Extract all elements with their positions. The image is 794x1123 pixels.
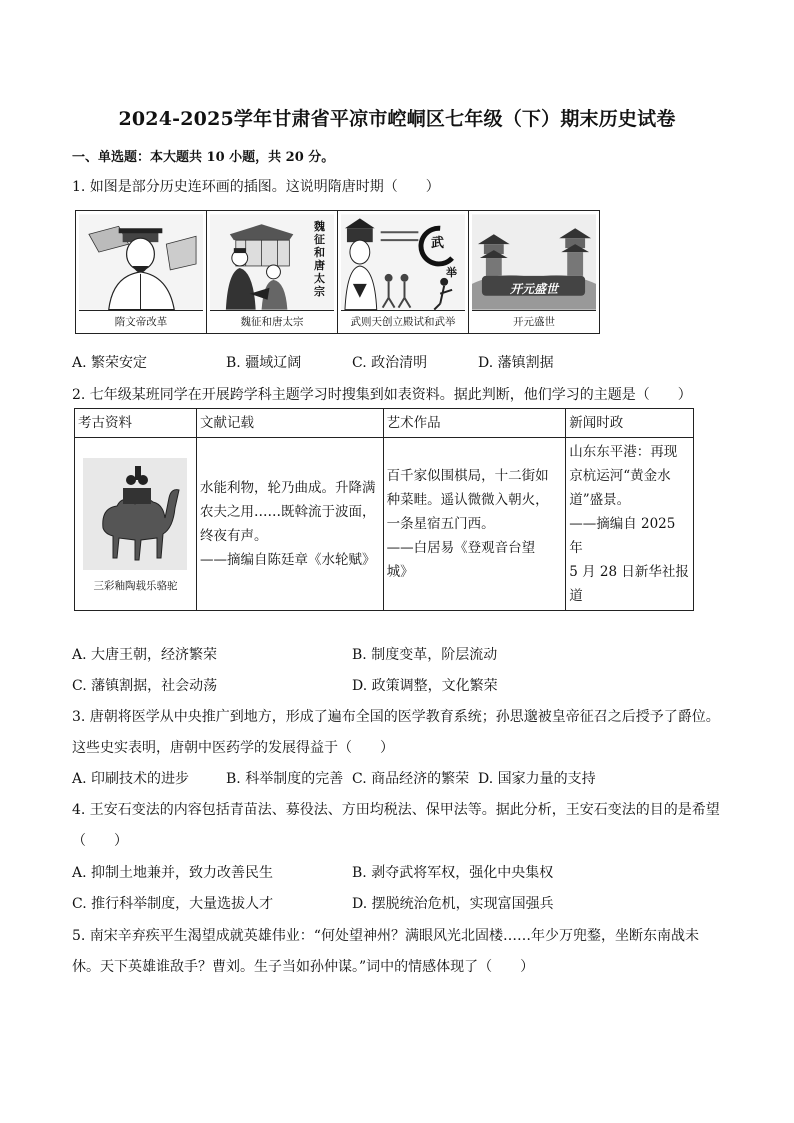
materials-table: [74, 408, 694, 611]
news-line: 京杭运河“黄金水: [569, 468, 671, 484]
camel-caption: 三彩釉陶载乐骆驼: [93, 580, 178, 592]
q1-option-a[interactable]: A. 繁荣安定: [72, 355, 148, 371]
q3-option-a[interactable]: A. 印刷技术的进步: [72, 771, 190, 787]
news-source: ——摘编自 2025 年: [569, 516, 676, 556]
q2-stem: 2. 七年级某班同学在开展跨学科主题学习时搜集到如表资料。据此判断，他们学习的主题是（ ）: [72, 387, 692, 403]
wuzetian-illustration: [341, 214, 465, 311]
art-source: 城》: [386, 564, 414, 580]
q1-option-c[interactable]: C. 政治清明: [352, 355, 428, 371]
art-source: ——白居易《登观音台望: [386, 540, 536, 556]
comic-caption-3: 武则天创立殿试和武举: [350, 316, 456, 328]
q1-stem: 1. 如图是部分历史连环画的插图。这说明隋唐时期（ ）: [72, 179, 440, 195]
news-source: 道: [569, 588, 583, 604]
kaiyuan-prosperity-illustration: [472, 214, 596, 311]
kaiyuan-banner: 开元盛世: [509, 282, 558, 296]
q3-stem-line-1: 3. 唐朝将医学从中央推广到地方，形成了遍布全国的医学教育系统；孙思邈被皇帝征召之后授予了爵位。: [72, 709, 720, 725]
q3-option-d[interactable]: D. 国家力量的支持: [478, 771, 596, 787]
news-source: 5 月 28 日新华社报: [569, 564, 689, 580]
art-cell: [383, 438, 566, 611]
weizheng-taizong-illustration: [210, 214, 334, 311]
literature-cell: [196, 438, 383, 611]
tricolor-camel-image: [83, 458, 187, 570]
q4-option-d[interactable]: D. 摆脱统治危机，实现富国强兵: [352, 896, 554, 912]
q3-option-c[interactable]: C. 商品经济的繁荣: [352, 771, 470, 787]
news-cell: [566, 438, 694, 611]
q5-stem-line-2: 休。天下英雄谁敌手？曹刘。生子当如孙仲谋。”词中的情感体现了（ ）: [72, 959, 535, 975]
q1-option-d[interactable]: D. 藩镇割据: [478, 355, 554, 371]
literature-line: 水能利物，轮乃曲成。升降满: [199, 480, 376, 496]
news-line: 山东东平港：再现: [569, 444, 678, 460]
emperor-sui-illustration: [79, 214, 203, 311]
ju-sign: 举: [446, 266, 457, 279]
comic-panel-4: [469, 211, 599, 333]
art-line: 种菜畦。遥认微微入朝火，: [386, 492, 549, 508]
q3-option-b[interactable]: B. 科举制度的完善: [226, 771, 344, 787]
header-archaeology: 考古资料: [75, 409, 197, 438]
literature-line: 农夫之用……既斡流于波面，: [199, 504, 376, 520]
weizheng-sign: 魏征和唐太宗: [314, 220, 325, 298]
literature-line: 终夜有声。: [199, 528, 268, 544]
comic-caption-1: 隋文帝改革: [114, 316, 168, 328]
comic-caption-4: 开元盛世: [513, 316, 555, 328]
table-header-row: [75, 409, 694, 438]
literature-source: ——摘编自陈廷章《水轮赋》: [199, 552, 376, 568]
archaeology-cell: [75, 438, 197, 611]
art-line: 一条星宿五门西。: [386, 516, 495, 532]
comic-strip: [75, 210, 600, 334]
page-title: 2024-2025学年甘肃省平凉市崆峒区七年级（下）期末历史试卷: [118, 108, 676, 130]
q2-option-b[interactable]: B. 制度变革，阶层流动: [352, 647, 498, 663]
wu-circle-sign: 武: [431, 236, 445, 251]
header-news: 新闻时政: [566, 409, 694, 438]
q5-stem-line-1: 5. 南宋辛弃疾平生渴望成就英雄伟业：“何处望神州？满眼风光北固楼……年少万兜鍪，坐断东南战未: [72, 928, 699, 944]
q2-option-d[interactable]: D. 政策调整，文化繁荣: [352, 678, 498, 694]
comic-panel-2: [207, 211, 338, 333]
art-line: 百千家似围棋局，十二街如: [386, 468, 549, 484]
news-line: 道”盛景。: [569, 492, 631, 508]
q4-stem-line-2: （ ）: [72, 833, 128, 849]
q4-option-b[interactable]: B. 剥夺武将军权，强化中央集权: [352, 865, 554, 881]
q4-stem-line-1: 4. 王安石变法的内容包括青苗法、募役法、方田均税法、保甲法等。据此分析，王安石变法的目的是希望: [72, 802, 720, 818]
comic-caption-2: 魏征和唐太宗: [240, 316, 304, 328]
table-row: [75, 438, 694, 611]
header-literature: 文献记载: [196, 409, 383, 438]
q3-stem-line-2: 这些史实表明，唐朝中医药学的发展得益于（ ）: [72, 740, 394, 756]
header-art: 艺术作品: [383, 409, 566, 438]
q2-option-a[interactable]: A. 大唐王朝，经济繁荣: [72, 647, 218, 663]
q4-option-a[interactable]: A. 抑制土地兼并，致力改善民生: [72, 865, 274, 881]
comic-panel-1: [76, 211, 207, 333]
q1-option-b[interactable]: B. 疆域辽阔: [226, 355, 302, 371]
q4-option-c[interactable]: C. 推行科举制度，大量选拔人才: [72, 896, 274, 912]
section-heading: 一、单选题：本大题共 10 小题，共 20 分。: [72, 150, 335, 165]
comic-panel-3: [338, 211, 469, 333]
q2-option-c[interactable]: C. 藩镇割据，社会动荡: [72, 678, 218, 694]
